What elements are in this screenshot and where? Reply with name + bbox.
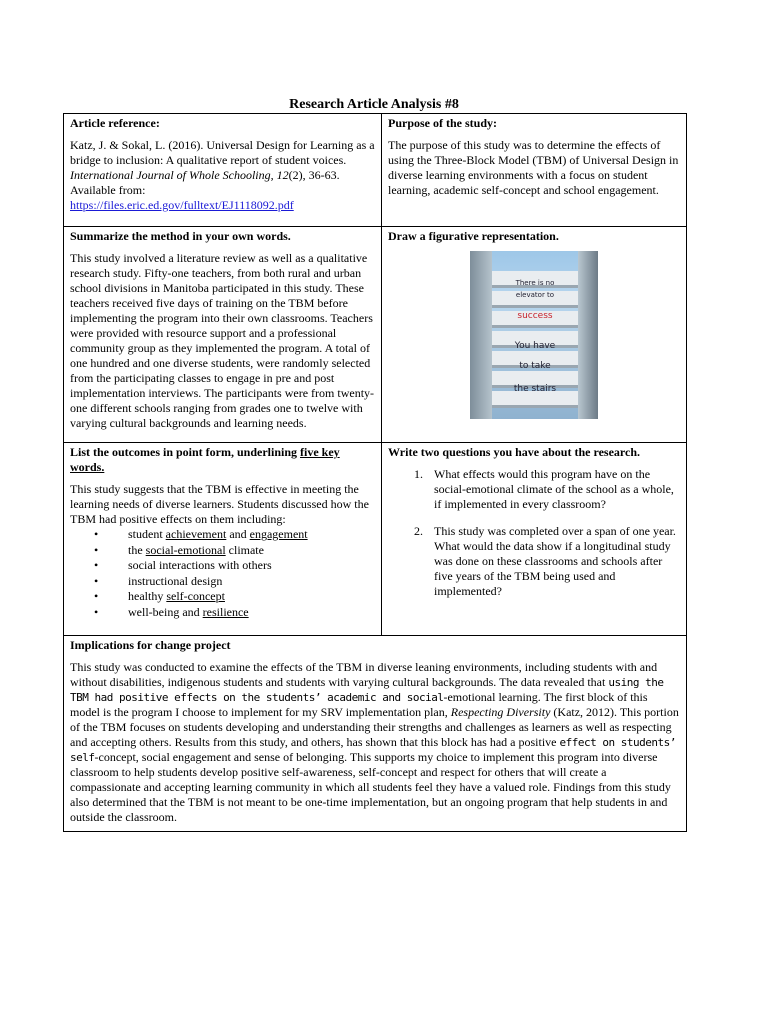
outcomes-heading-underlined: five key words. [70,445,340,474]
questions-heading: Write two questions you have about the research. [388,445,640,459]
image-text-line: to take [519,361,551,371]
list-item: • well-being and resilience [128,605,375,621]
image-text-line: You have [514,341,556,351]
implications-cell [64,636,687,832]
purpose-cell [382,114,687,227]
implications-heading: Implications for change project [70,638,231,652]
article-citation [70,138,375,213]
questions-list [388,467,680,599]
list-item: 1. What effects would this program have on the social-emotional climate of the school as a whole, if implemented in every classroom? [414,467,674,511]
purpose-heading: Purpose of the study: [388,116,498,130]
method-cell [64,227,382,443]
image-text-line: There is no [515,279,555,287]
article-link[interactable]: https://files.eric.ed.gov/fulltext/EJ1118092.pdf [70,198,294,212]
purpose-text: The purpose of this study was to determine the effects of using the Three-Block Model (TBM) of Universal Design in diverse learning environments with a focus on student learning, academic self-concept and school engagement. [388,138,679,197]
implications-text: This study was conducted to examine the effects of the TBM in diverse leaning environments, including students with and without disabilities, indigenous students and students with varying cultural backgrounds. The data revealed that using the TBM had positive effects on the students’ academic and social-emotional learning. The first block of this model is the program I choose to implement for my SRV implementation plan, Respecting Diversity (Katz, 2012). This portion of the TBM focuses on students developing and understanding their strengths and challenges as learners as well as respecting and accepting others. Results from this study, and others, has shown that this block has had a positive effect on students’ self-concept, social engagement and sense of belonging. This supports my choice to implement this program into diverse classroom to help students develop positive self-awareness, self-concept and respect for others that will create a compassionate and accepting learning community in which all students feel they have a valued role. Findings from this study also determined that the TBM is not meant to be one-time implementation, but an ongoing program that help students in and outside the classroom. [70,660,679,824]
list-item: 2. This study was completed over a span of one year. What would the data show if a longitudinal study was done on these classrooms and schools after five years of the TBM being used and implemented? [414,524,676,598]
article-reference-heading: Article reference: [70,116,160,130]
outcomes-heading [70,445,375,475]
figurative-heading: Draw a figurative representation. [388,229,559,243]
stairs-quote-image [470,251,598,419]
figurative-cell [382,227,687,443]
citation-issue: (2), 36-63. Available from: [70,168,340,197]
journal-name: International Journal of Whole Schooling, 12 [70,168,289,182]
outcomes-cell [64,443,382,636]
article-reference-cell [64,114,382,227]
method-heading: Summarize the method in your own words. [70,229,291,243]
questions-cell [382,443,687,636]
list-item: • social interactions with others [128,558,375,574]
page-title: Research Article Analysis #8 [289,97,459,112]
outcomes-heading-text: List the outcomes in point form, underlining [70,445,301,459]
list-item: • healthy self-concept [128,589,375,605]
image-text-line: success [517,311,553,321]
list-item: • the social-emotional climate [128,543,375,559]
image-text-line: the stairs [513,384,557,394]
outcomes-intro: This study suggests that the TBM is effective in meeting the learning needs of diverse learners. Students discussed how the TBM had positive effects on them including: [70,482,369,526]
citation-authors-title: Katz, J. & Sokal, L. (2016). Universal Design for Learning as a bridge to inclusion: A qualitative report of student voices. [70,138,375,167]
image-text-line: elevator to [515,291,555,299]
outcomes-list [70,527,375,620]
list-item: • student achievement and engagement [128,527,375,543]
list-item: • instructional design [128,574,375,590]
method-text: This study involved a literature review as well as a qualitative research study. Fifty-one teachers, from both rural and urban school divisions in Manitoba participated in this study. These teachers received five days of training on the TBM before implementing the program into their own classrooms. Teachers were provided with resource support and a professional community group as they implemented the program. A total of one hundred and one diverse students, were randomly selected from the participating classes to engage in pre and post implementation interviews. The participants were from twenty-one different schools ranging from grades one to twelve with varying cultural backgrounds and learning needs. [70,251,375,430]
analysis-table [63,113,687,832]
book-title: Respecting Diversity [450,705,551,719]
